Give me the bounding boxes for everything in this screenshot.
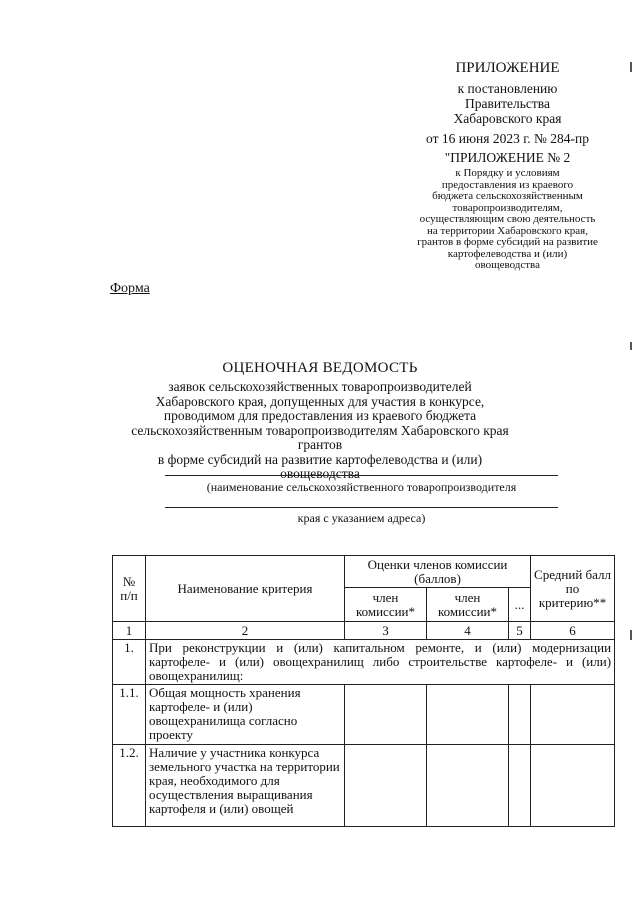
procedure-line: бюджета сельскохозяйственным [432,190,583,202]
header-member-1: член комиссии* [345,588,427,622]
column-number: 2 [146,622,345,640]
procedure-line: предоставления из краевого [441,178,574,191]
document-subtitle [108,380,532,482]
row-number: 1.1. [113,685,146,745]
subtitle-line: сельскохозяйственным товаропроизводителям Хабаровского края грантов [131,422,509,452]
subtitle-line: проводимом для предоставления из краевого бюджета [163,408,477,423]
header-number: № п/п [113,556,146,622]
appendix-header [400,60,615,272]
column-number-row [113,622,615,640]
evaluation-table [112,555,615,827]
appendix-2-label: "ПРИЛОЖЕНИЕ № 2 [444,150,571,165]
score-cell[interactable] [345,745,427,827]
average-cell[interactable] [531,745,615,827]
table-row [113,640,615,685]
table-row [113,745,615,827]
average-cell[interactable] [531,685,615,745]
header-criterion: Наименование критерия [146,556,345,622]
score-cell[interactable] [427,745,509,827]
subtitle-line: в форме субсидий на развитие картофелеводства и (или) [157,451,483,467]
resolution-date: от 16 июня 2023 г. № 284-пр [426,131,589,146]
column-number: 5 [509,622,531,640]
score-cell[interactable] [509,685,531,745]
header-dots: ... [509,588,531,622]
criterion-section: При реконструкции и (или) капитальном ремонте, и (или) модернизации картофеле- и (или) овощехранилищ либо строительстве картофеле- и (или) овощехранилищ: [146,640,615,685]
procedure-line: к Порядку и условиям [455,167,560,179]
procedure-reference [400,168,615,272]
government: Правительства [465,96,550,111]
header-average: Средний балл по критерию** [531,556,615,622]
producer-name-caption: (наименование сельскохозяйственного товаропроизводителя [206,480,517,494]
column-number: 1 [113,622,146,640]
to-resolution: к постановлению [457,81,558,96]
form-label: Форма [110,281,150,296]
appendix-label: ПРИЛОЖЕНИЕ [455,60,560,76]
producer-address-line [165,507,558,508]
procedure-line: овощеводства [475,259,540,271]
procedure-line: картофелеводства и (или) [447,247,568,260]
procedure-line: на территории Хабаровского края, [427,224,588,237]
score-cell[interactable] [345,685,427,745]
region: Хабаровского края [453,111,562,126]
criterion-name: Наличие у участника конкурса земельного участка на территории края, необходимого для осуществления выращивания картофеля и (или) овощей [146,745,345,827]
header-member-2: член комиссии* [427,588,509,622]
procedure-line: товаропроизводителям, [452,201,563,214]
header-scores: Оценки членов комиссии (баллов) [345,556,531,588]
criterion-name: Общая мощность хранения картофеле- и (или) овощехранилища согласно проекту [146,685,345,745]
document-title: ОЦЕНОЧНАЯ ВЕДОМОСТЬ [222,360,418,376]
procedure-line: грантов в форме субсидий на развитие [417,236,598,248]
producer-address-caption: края с указанием адреса) [297,511,426,525]
scan-edge-mark [630,62,632,72]
score-cell[interactable] [427,685,509,745]
row-number: 1. [113,640,146,685]
column-number: 4 [427,622,509,640]
scan-edge-mark [630,630,632,640]
table-row [113,685,615,745]
row-number: 1.2. [113,745,146,827]
subtitle-line: Хабаровского края, допущенных для участия в конкурсе, [155,393,485,409]
scan-edge-mark [630,342,632,350]
table-header-row [113,556,615,588]
procedure-line: осуществляющим свою деятельность [419,213,596,225]
subtitle-line: заявок сельскохозяйственных товаропроизводителей [168,379,472,394]
score-cell[interactable] [509,745,531,827]
column-number: 6 [531,622,615,640]
producer-name-line [165,475,558,476]
subtitle-line: овощеводства [280,466,360,481]
column-number: 3 [345,622,427,640]
